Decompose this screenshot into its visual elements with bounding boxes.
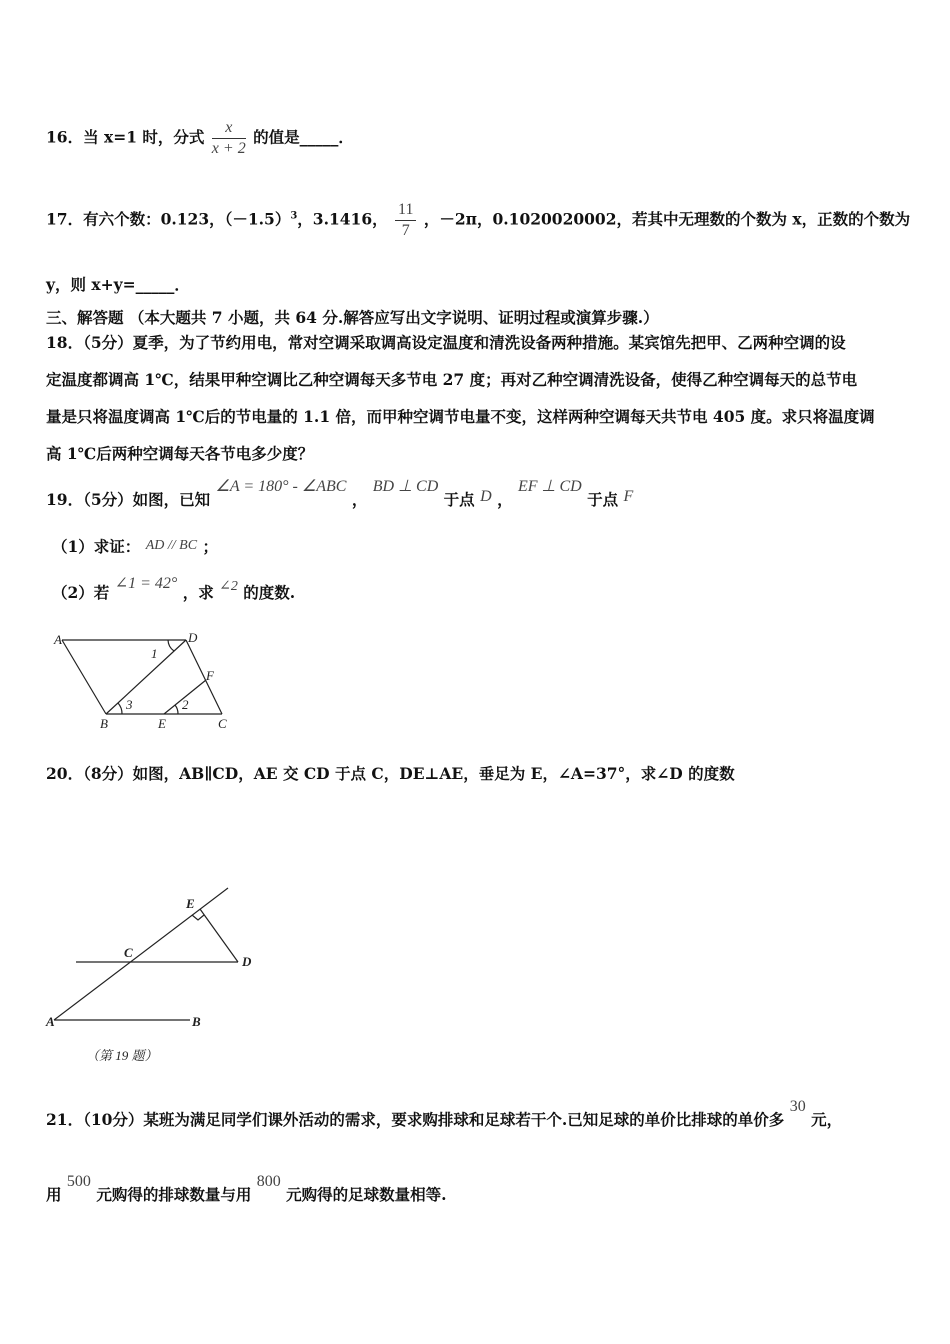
fig19-label-2: 2 — [182, 697, 189, 712]
q19-angle-expr: ∠A = 180° - ∠ABC — [215, 478, 347, 495]
fig19-angle-arc-1 — [168, 640, 174, 651]
q19-part2-expr2: ∠2 — [219, 579, 238, 594]
q16-text-before: 16．当 x=1 时，分式 — [46, 127, 205, 147]
fig20-caption: （第 19 题） — [86, 1048, 158, 1063]
fig19-segment-dc — [186, 640, 222, 714]
q19-part2-label: （2）若 — [52, 583, 110, 602]
figure-20 — [40, 880, 270, 1070]
question-17 — [46, 200, 910, 241]
q19-perp1: BD ⊥ CD — [372, 478, 439, 495]
q17-frac-den: 7 — [401, 222, 410, 239]
q21-num3: 800 — [256, 1173, 281, 1190]
question-20: 20．（8分）如图，AB∥CD，AE 交 CD 于点 C，DE⊥AE，垂足为 E，∠A=37°，求∠D 的度数 — [46, 764, 735, 783]
q19-sep2: ， — [497, 490, 513, 509]
fig19-label-1: 1 — [151, 646, 158, 661]
q21-line2-a: 用 — [46, 1185, 62, 1204]
fig20-line-ae — [54, 888, 228, 1020]
q19-sep1: ， — [351, 490, 368, 509]
fig20-line-ed — [200, 909, 238, 962]
q16-frac-den: x + 2 — [211, 140, 246, 157]
q19-at-point1: 于点 — [443, 490, 475, 509]
q17-part1: 17．有六个数：0.123，（－1.5） — [46, 209, 291, 229]
fig19-label-f: F — [206, 668, 214, 683]
q18-line-2: 定温度都调高 1℃，结果甲种空调比乙种空调每天多节电 27 度；再对乙种空调清洗设备，使得乙种空调每天的总节电 — [46, 370, 858, 389]
fig19-angle-arc-3 — [118, 703, 122, 714]
q21-line2 — [46, 1173, 447, 1206]
fig20-label-b: B — [192, 1014, 201, 1029]
fig19-label-d: D — [188, 630, 198, 645]
q19-perp2: EF ⊥ CD — [517, 478, 582, 495]
question-16 — [46, 118, 354, 159]
q17-exponent: 3 — [290, 210, 298, 222]
q17-fraction — [395, 200, 416, 241]
q19-part2-expr: ∠1 = 42° — [114, 575, 178, 592]
fig20-label-a: A — [46, 1014, 55, 1029]
fig19-label-c: C — [218, 716, 227, 731]
q16-frac-num: x — [212, 118, 246, 139]
q19-part1-label: （1）求证： — [52, 537, 141, 556]
q19-part2-mid: ，求 — [182, 583, 214, 602]
q18-line-4: 高 1℃后两种空调每天各节电多少度？ — [46, 444, 314, 463]
q16-fraction — [212, 118, 246, 159]
fig19-label-e: E — [158, 716, 166, 731]
q17-part2: ，3.1416， — [297, 209, 388, 229]
fig19-label-b: B — [100, 716, 108, 731]
q21-line2-c: 元购得的足球数量相等. — [286, 1185, 447, 1204]
q19-at-point2: 于点 — [587, 490, 619, 509]
q19-part1-end: ； — [202, 537, 218, 556]
q21-num1: 30 — [789, 1098, 806, 1115]
fig19-segment-ab — [62, 640, 106, 714]
q21-line2-b: 元购得的排球数量与用 — [96, 1185, 252, 1204]
fig20-right-angle-mark — [192, 915, 204, 920]
q17-part3: ，－2π，0.1020020002，若其中无理数的个数为 x，正数的个数为 — [423, 209, 911, 229]
question-21 — [46, 1098, 843, 1131]
q21-part2: 元， — [811, 1110, 843, 1129]
fig19-label-a: A — [54, 632, 62, 647]
q18-line-3: 量是只将温度调高 1℃后的节电量的 1.1 倍，而甲种空调节电量不变，这样两种空调每天共节电 405 度。求只将温度调 — [46, 407, 875, 426]
q18-line-1: 18．（5分）夏季，为了节约用电，常对空调采取调高设定温度和清洗设备两种措施。某宾馆先把甲、乙两种空调的设 — [46, 333, 846, 352]
q19-part2-end: 的度数. — [243, 583, 296, 602]
q19-part2 — [52, 575, 296, 605]
q19-part1 — [52, 537, 218, 559]
q17-line2: y，则 x+y=_____． — [46, 275, 190, 294]
fig19-angle-arc-2 — [175, 705, 178, 714]
q21-part1: 21．（10分）某班为满足同学们课外活动的需求，要求购排球和足球若干个.已知足球的单价比排球的单价多 — [46, 1110, 785, 1129]
section-3-header: 三、解答题 （本大题共 7 小题，共 64 分.解答应写出文字说明、证明过程或演算步骤.） — [46, 308, 659, 327]
fig19-label-3: 3 — [126, 697, 133, 712]
q19-point1: D — [480, 488, 492, 505]
fig19-segment-bd — [106, 640, 186, 714]
fig20-label-e: E — [186, 896, 195, 911]
q21-num2: 500 — [66, 1173, 91, 1190]
q17-frac-num: 11 — [395, 200, 416, 221]
q19-part1-expr: AD // BC — [145, 538, 198, 553]
fig20-label-c: C — [124, 945, 133, 960]
q19-point2: F — [623, 488, 634, 505]
q19-lead: 19．（5分）如图，已知 — [46, 490, 211, 509]
question-19 — [46, 478, 634, 511]
figure-19 — [50, 628, 240, 733]
q16-text-after: 的值是_____． — [253, 127, 354, 147]
fig20-label-d: D — [242, 954, 252, 969]
